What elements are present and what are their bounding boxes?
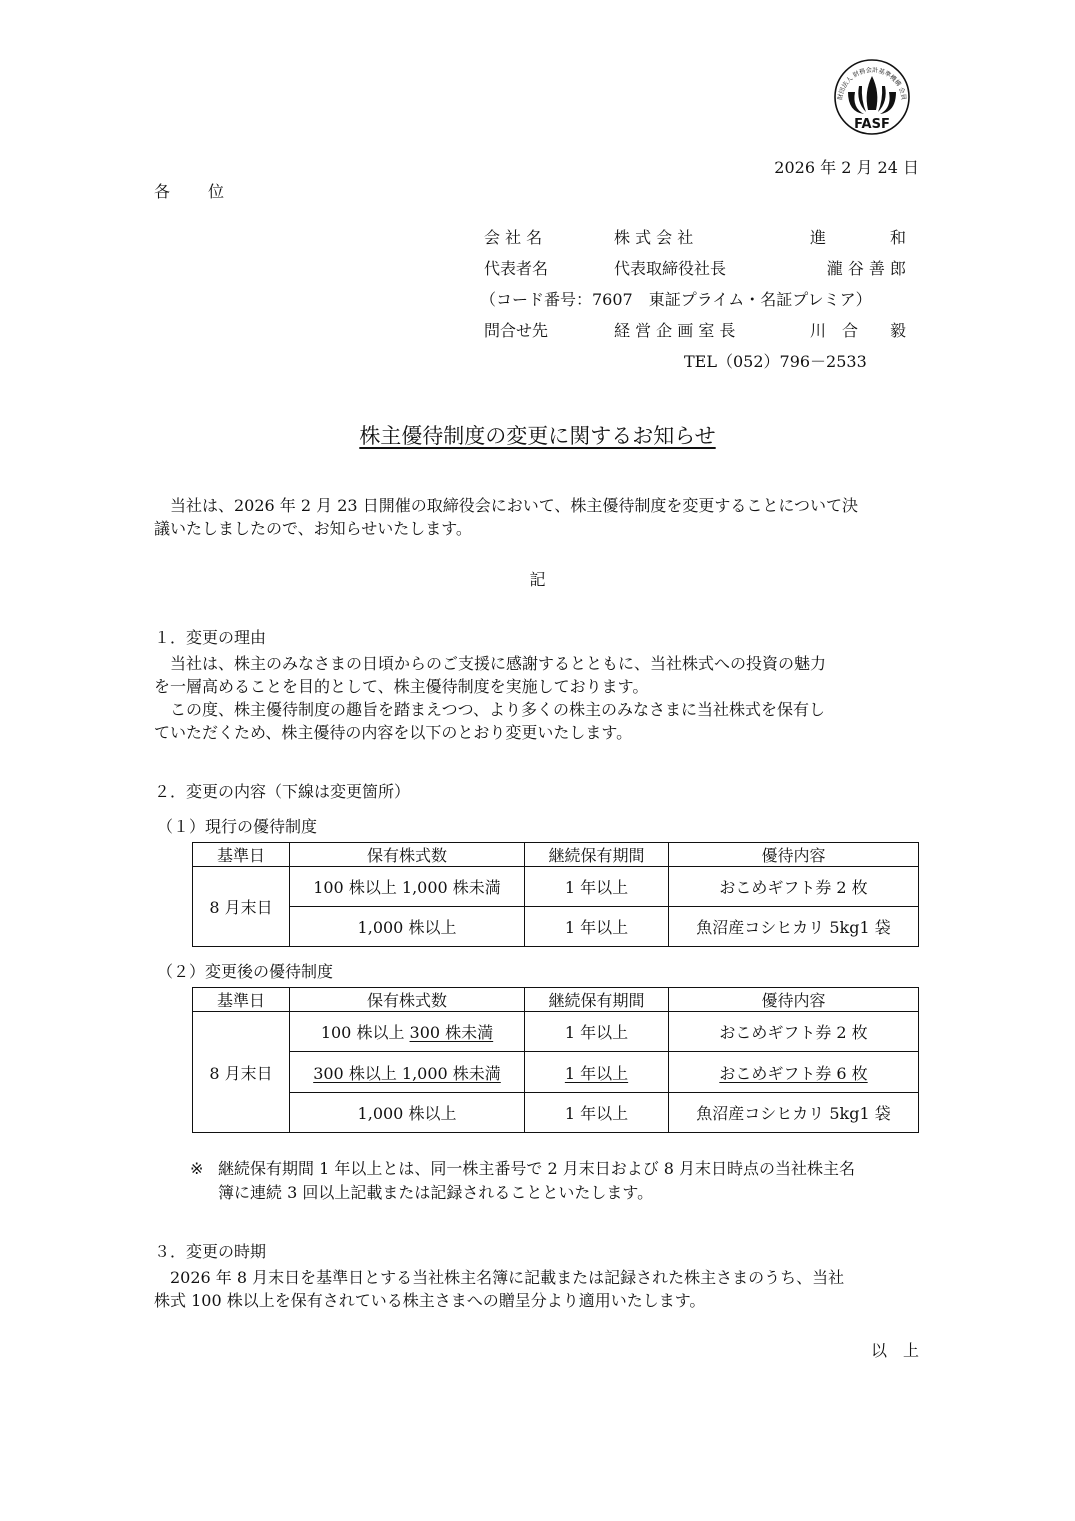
shares-changed: 300 株未満	[409, 1023, 494, 1042]
company-name: 進 和	[809, 228, 906, 247]
table-row	[193, 867, 919, 907]
table-row	[193, 1012, 919, 1052]
footnote-mark: ※	[190, 1159, 204, 1178]
contact-title: 経 営 企 画 室 長	[614, 321, 736, 340]
closing-mark: 以 上	[870, 1341, 919, 1360]
shares-cell	[290, 1012, 525, 1052]
table-header-row	[193, 988, 919, 1012]
period-cell	[525, 1052, 669, 1093]
section1-line: を一層高めることを目的として、株主優待制度を実施しております。	[154, 677, 649, 696]
intro-line: 当社は、2026 年 2 月 23 日開催の取締役会において、株主優待制度を変更することについて決	[170, 496, 859, 515]
document-date: 2026 年 2 月 24 日	[774, 158, 919, 177]
section3-heading: ３．変更の時期	[154, 1242, 267, 1261]
fasf-logo	[828, 58, 916, 136]
representative-name: 瀧 谷 善 郎	[826, 259, 906, 278]
current-plan-table	[192, 842, 919, 947]
col-benefit: 優待内容	[669, 843, 919, 867]
addressee-part: 各	[154, 182, 171, 201]
col-shares: 保有株式数	[290, 988, 525, 1012]
representative-title: 代表取締役社長	[614, 259, 727, 278]
col-period: 継続保有期間	[525, 843, 669, 867]
shares-part: 100 株以上	[320, 1023, 410, 1042]
intro-line: 議いたしましたので、お知らせいたします。	[154, 519, 472, 538]
period-cell: 1 年以上	[525, 1012, 669, 1052]
company-type: 株 式 会 社	[614, 228, 694, 247]
table-row	[193, 907, 919, 947]
period-cell: 1 年以上	[525, 867, 669, 907]
period-cell: 1 年以上	[525, 907, 669, 947]
representative-label: 代表者名	[484, 259, 549, 278]
shares-changed: 300 株以上 1,000 株未満	[313, 1063, 501, 1083]
company-info	[480, 224, 924, 379]
col-benefit: 優待内容	[669, 988, 919, 1012]
table-row	[193, 1093, 919, 1133]
section1-body	[154, 652, 920, 744]
section3-line: 2026 年 8 月末日を基準日とする当社株主名簿に記載または記録された株主さまのうち、当社	[170, 1268, 845, 1287]
section1-heading: １．変更の理由	[154, 628, 267, 647]
intro-paragraph	[154, 494, 920, 540]
col-shares: 保有株式数	[290, 843, 525, 867]
contact-tel: TEL（052）796－2533	[684, 352, 867, 371]
shares-cell: 100 株以上 1,000 株未満	[290, 867, 525, 907]
current-plan-heading: （１）現行の優待制度	[157, 817, 318, 836]
benefit-cell: おこめギフト券 2 枚	[669, 867, 919, 907]
stock-code: （コード番号：7607 東証プライム・名証プレミア）	[480, 290, 872, 309]
logo-name: FASF	[854, 117, 890, 132]
section1-line: 当社は、株主のみなさまの日頃からのご支援に感謝するとともに、当社株式への投資の魅力	[170, 654, 827, 673]
logo-arc-text: 財団法人 財務会計基準機構 会員	[836, 66, 908, 101]
record-date-cell: 8 月末日	[193, 1012, 290, 1133]
new-plan-heading: （２）変更後の優待制度	[157, 962, 334, 981]
section3-body	[154, 1266, 920, 1312]
shares-cell: 1,000 株以上	[290, 907, 525, 947]
period-changed: 1 年以上	[564, 1063, 629, 1083]
period-cell: 1 年以上	[525, 1093, 669, 1133]
benefit-cell: おこめギフト券 2 枚	[669, 1012, 919, 1052]
new-plan-table	[192, 987, 919, 1133]
section3-line: 株式 100 株以上を保有されている株主さまへの贈呈分より適用いたします。	[154, 1291, 706, 1310]
shares-cell	[290, 1052, 525, 1093]
section1-line: ていただくため、株主優待の内容を以下のとおり変更いたします。	[154, 723, 633, 742]
table-row	[193, 1052, 919, 1093]
col-record-date: 基準日	[193, 843, 290, 867]
page-title: 株主優待制度の変更に関するお知らせ	[359, 424, 716, 448]
section2-heading: ２．変更の内容（下線は変更箇所）	[154, 782, 411, 801]
addressee-part: 位	[208, 182, 225, 201]
contact-label: 問合せ先	[484, 321, 549, 340]
contact-name: 川 合 毅	[809, 321, 906, 340]
col-record-date: 基準日	[193, 988, 290, 1012]
col-period: 継続保有期間	[525, 988, 669, 1012]
benefit-changed: おこめギフト券 6 枚	[719, 1063, 868, 1083]
company-label: 会 社 名	[484, 228, 543, 247]
benefit-cell	[669, 1052, 919, 1093]
benefit-cell: 魚沼産コシヒカリ 5kg1 袋	[669, 1093, 919, 1133]
section1-line: この度、株主優待制度の趣旨を踏まえつつ、より多くの株主のみなさまに当社株式を保有し	[170, 700, 826, 719]
addressee	[154, 179, 224, 202]
footnote	[190, 1157, 925, 1205]
record-date-cell: 8 月末日	[193, 867, 290, 947]
footnote-line: 継続保有期間 1 年以上とは、同一株主番号で 2 月末日および 8 月末日時点の当社株主名	[218, 1159, 856, 1178]
footnote-line: 簿に連続 3 回以上記載または記録されることといたします。	[218, 1183, 654, 1202]
benefit-cell: 魚沼産コシヒカリ 5kg1 袋	[669, 907, 919, 947]
ki-marker: 記	[529, 570, 546, 589]
table-header-row	[193, 843, 919, 867]
shares-cell: 1,000 株以上	[290, 1093, 525, 1133]
